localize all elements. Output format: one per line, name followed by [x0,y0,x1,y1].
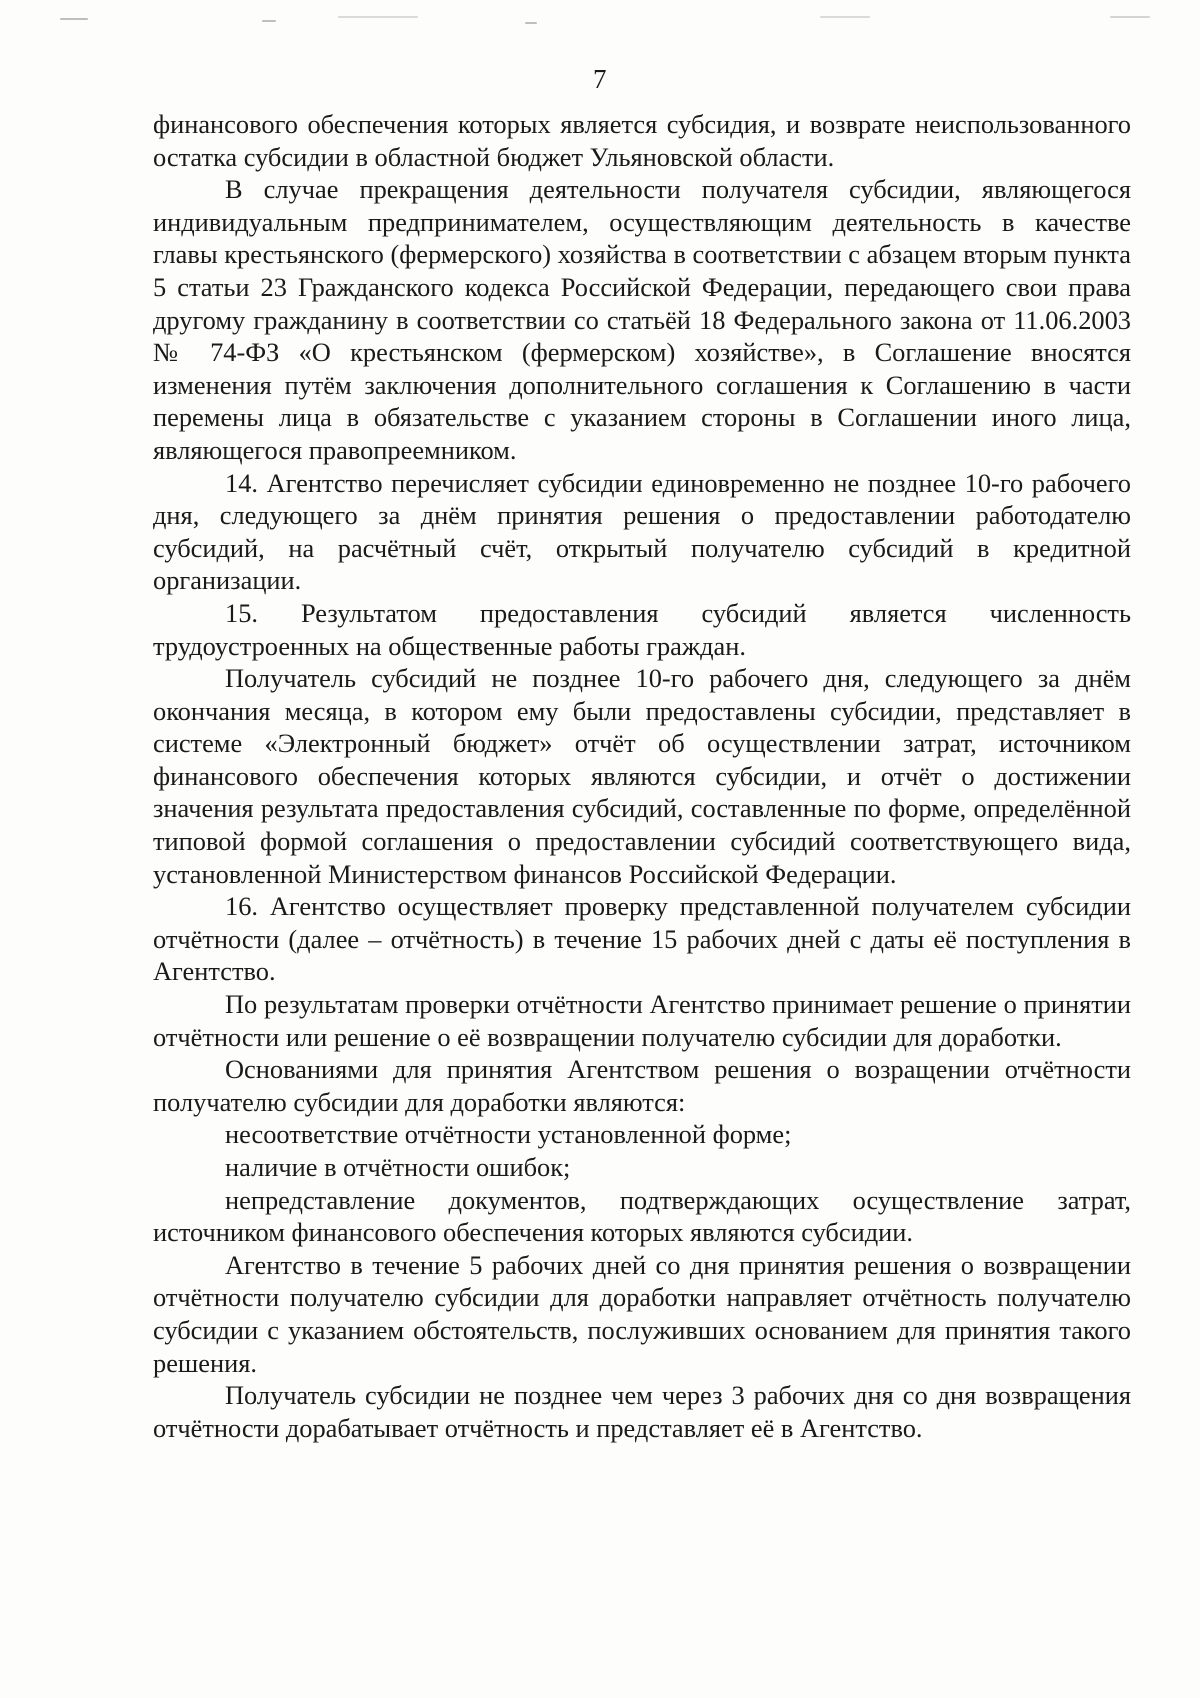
paragraph: 14. Агентство перечисляет субсидии единовременно не позднее 10-го рабочего дня, следующего за днём принятия решения о предоставлении работодателю субсидий, на расчётный счёт, открытый получателю субсидий в кредитной организации. [153,467,1131,596]
scan-artifact [525,22,537,24]
page-number: 7 [593,64,607,94]
paragraph: 15. Результатом предоставления субсидий является численность трудоустроенных на общественные работы граждан. [153,597,1131,661]
scan-artifact [262,20,276,22]
paragraph: Получатель субсидий не позднее 10-го рабочего дня, следующего за днём окончания месяца, в котором ему были предоставлены субсидии, представляет в системе «Электронный бюджет» отчёт об осуществлении затрат, источником финансового обеспечения которых являются субсидии, и отчёт о достижении значения результата предоставления субсидий, составленные по форме, определённой типовой формой соглашения о предоставлении субсидий соответствующего вида, установленной Министерством финансов Российской Федерации. [153,663,1131,889]
scan-artifact [338,16,418,18]
paragraph: В случае прекращения деятельности получателя субсидии, являющегося индивидуальным предпринимателем, осуществляющим деятельность в качестве главы крестьянского (фермерского) хозяйства в соответствии с абзацем вторым пункта 5 статьи 23 Гражданского кодекса Российской Федерации, передающего свои права другому гражданину в соответствии со статьёй 18 Федерального закона от 11.06.2003 № 74-ФЗ «О крестьянском (фермерском) хозяйстве», в Соглашение вносятся изменения путём заключения дополнительного соглашения к Соглашению в части перемены лица в обязательстве с указанием стороны в Соглашении иного лица, являющегося правопреемником. [153,174,1131,465]
scan-artifact [820,16,870,18]
paragraph: финансового обеспечения которых является субсидия, и возврате неиспользованного остатка субсидии в областной бюджет Ульяновской области. [153,109,1131,172]
document-body [153,108,1131,1444]
list-item: несоответствие отчётности установленной форме; [225,1119,792,1150]
paragraph: 16. Агентство осуществляет проверку представленной получателем субсидии отчётности (далее – отчётность) в течение 15 рабочих дней с даты её поступления в Агентство. [153,891,1131,987]
paragraph: Получатель субсидии не позднее чем через 3 рабочих дня со дня возвращения отчётности дорабатывает отчётность и представляет её в Агентство. [153,1380,1131,1443]
list-item: непредставление документов, подтверждающих осуществление затрат, источником финансового обеспечения которых являются субсидии. [153,1184,1131,1248]
scan-artifact [1110,16,1150,18]
paragraph: Агентство в течение 5 рабочих дней со дня принятия решения о возвращении отчётности получателю субсидии для доработки направляет отчётность получателю субсидии с указанием обстоятельств, послуживших основанием для принятия такого решения. [153,1249,1131,1378]
list-item: наличие в отчётности ошибок; [225,1152,571,1182]
paragraph: Основаниями для принятия Агентством решения о возращении отчётности получателю субсидии для доработки являются: [153,1054,1131,1117]
paragraph: По результатам проверки отчётности Агентство принимает решение о принятии отчётности или решение о её возвращении получателю субсидии для доработки. [153,989,1131,1052]
scan-artifact [60,18,88,20]
